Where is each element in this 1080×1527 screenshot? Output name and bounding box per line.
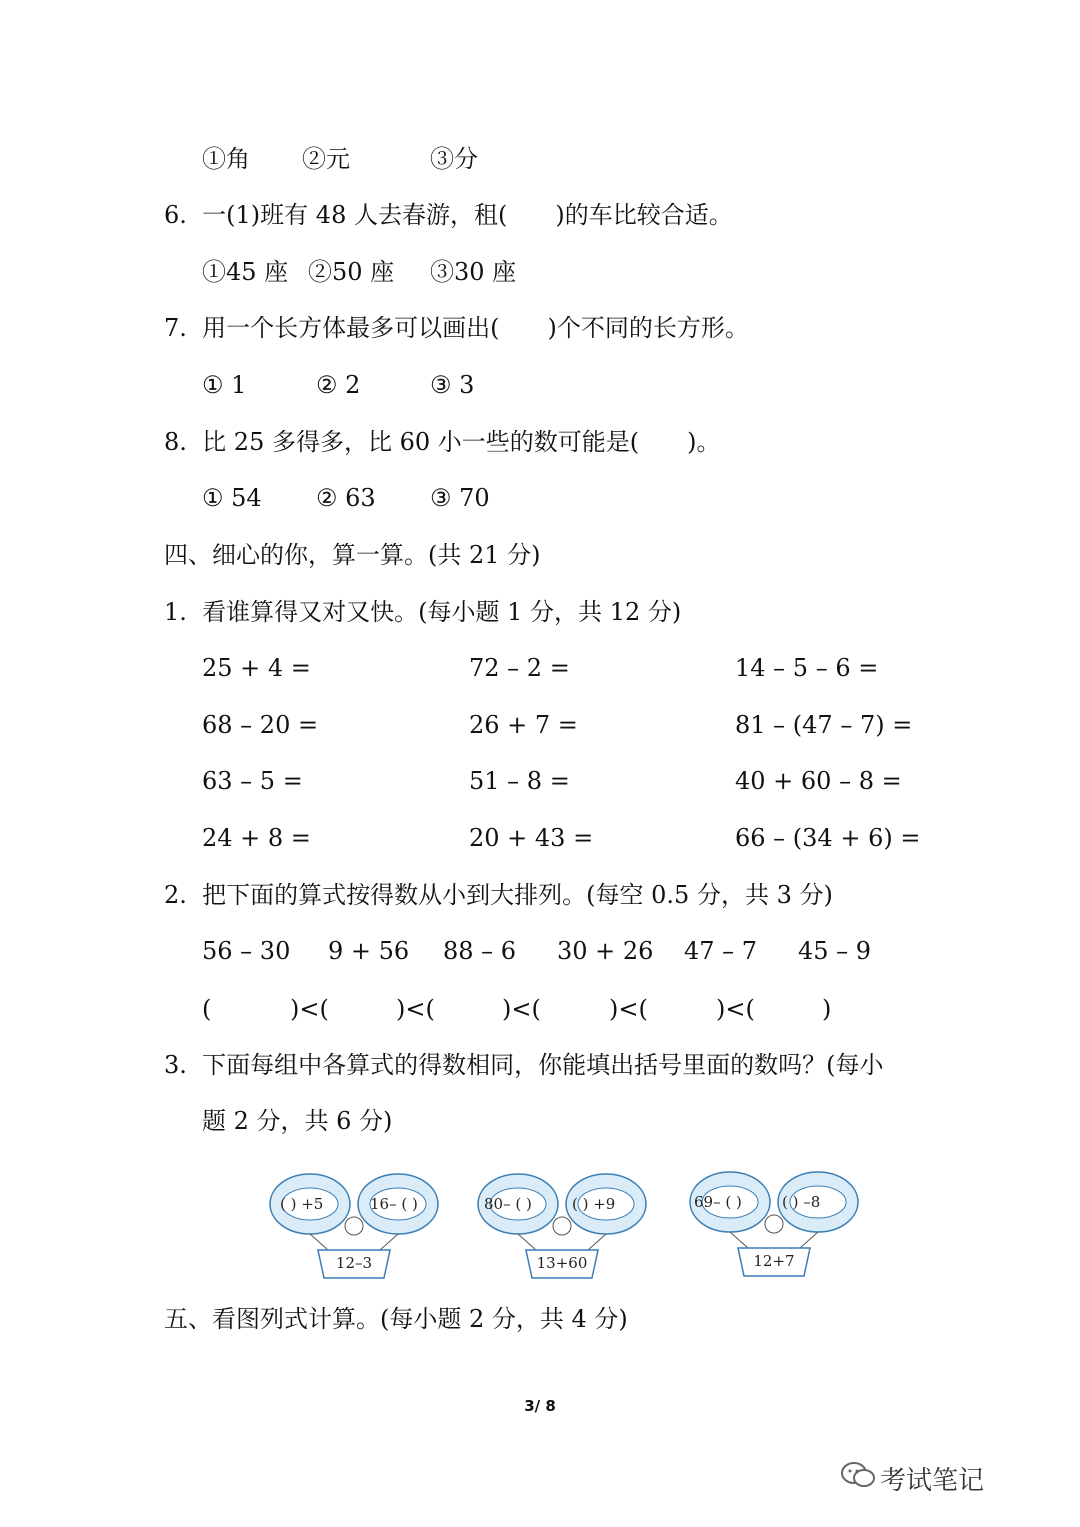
calc-expr: 68 – 20 =: [202, 711, 319, 739]
basket-expr: 13+60: [536, 1254, 588, 1272]
balloon-left-expr: ( ) +5: [280, 1195, 324, 1213]
calc-expr: 63 – 5 =: [202, 767, 303, 795]
calc-expr: 72 – 2 =: [469, 654, 570, 682]
order-blank[interactable]: )<(: [609, 995, 648, 1023]
order-expr: 30 + 26: [557, 937, 654, 965]
order-blank[interactable]: )<(: [290, 995, 329, 1023]
q7-option-3: ③ 3: [430, 371, 475, 399]
balloon-right-expr: 16– ( ): [370, 1195, 418, 1213]
q5-option-3: ③分: [430, 145, 478, 173]
calc-expr: 81 – (47 – 7) =: [735, 711, 913, 739]
q6-text-a: 一(1)班有 48 人去春游，租(: [202, 201, 508, 229]
s4-q2-number: 2.: [164, 881, 187, 909]
order-blank[interactable]: )<(: [396, 995, 435, 1023]
wechat-icon: [840, 1460, 876, 1490]
bunny-icon: [765, 1215, 783, 1233]
order-expr: 56 – 30: [202, 937, 291, 965]
calc-expr: 14 – 5 – 6 =: [735, 654, 879, 682]
q6-option-3: ③30 座: [430, 258, 517, 286]
q7-option-1: ① 1: [202, 371, 247, 399]
section-4-title: 四、细心的你，算一算。(共 21 分): [164, 541, 541, 569]
q7-option-2: ② 2: [316, 371, 361, 399]
order-blank[interactable]: )<(: [502, 995, 541, 1023]
q6-option-2: ②50 座: [308, 258, 395, 286]
order-expr: 47 – 7: [684, 937, 758, 965]
q7-number: 7.: [164, 314, 187, 342]
q7-text-b: )个不同的长方形。: [547, 314, 749, 342]
s4-q3-text-continued: 题 2 分，共 6 分): [202, 1107, 393, 1135]
balloon-left-expr: 69– ( ): [694, 1193, 742, 1211]
s4-q1-text: 看谁算得又对又快。(每小题 1 分，共 12 分): [202, 598, 682, 626]
calc-expr: 51 – 8 =: [469, 767, 570, 795]
balloon-group-1: [266, 1168, 446, 1282]
s4-q2-text: 把下面的算式按得数从小到大排列。(每空 0.5 分，共 3 分): [202, 881, 833, 909]
balloon-right-expr: ( ) +9: [572, 1195, 616, 1213]
calc-expr: 66 – (34 + 6) =: [735, 824, 921, 852]
s4-q3-text: 下面每组中各算式的得数相同，你能填出括号里面的数吗？(每小: [202, 1051, 884, 1079]
balloon-right-expr: ( ) –8: [782, 1193, 821, 1211]
bunny-icon: [553, 1217, 571, 1235]
q7-text-a: 用一个长方体最多可以画出(: [202, 314, 500, 342]
calc-expr: 20 + 43 =: [469, 824, 594, 852]
order-blank[interactable]: (: [202, 995, 212, 1023]
order-expr: 9 + 56: [328, 937, 410, 965]
balloon-group-3: [686, 1166, 866, 1280]
section-5-title: 五、看图列式计算。(每小题 2 分，共 4 分): [164, 1305, 628, 1333]
q8-text-b: )。: [687, 428, 721, 456]
s4-q1-question: [164, 597, 681, 627]
q8-option-3: ③ 70: [430, 484, 490, 512]
basket-expr: 12+7: [753, 1252, 795, 1270]
q8-number: 8.: [164, 428, 187, 456]
q5-option-2: ②元: [302, 145, 350, 173]
basket-expr: 12–3: [335, 1254, 373, 1272]
s4-q2-question: [164, 880, 833, 910]
order-expr: 88 – 6: [443, 937, 517, 965]
s4-q3-question: [164, 1050, 884, 1080]
calc-expr: 26 + 7 =: [469, 711, 578, 739]
q6-text-b: )的车比较合适。: [555, 201, 733, 229]
order-blank[interactable]: ): [822, 995, 832, 1023]
order-expr: 45 – 9: [798, 937, 872, 965]
bunny-icon: [345, 1217, 363, 1235]
page-number: 3/ 8: [524, 1397, 556, 1415]
q8-question: [164, 427, 721, 457]
q8-text-a: 比 25 多得多，比 60 小一些的数可能是(: [202, 428, 640, 456]
balloon-left-expr: 80– ( ): [484, 1195, 532, 1213]
calc-expr: 24 + 8 =: [202, 824, 311, 852]
calc-expr: 40 + 60 – 8 =: [735, 767, 902, 795]
watermark-text: 考试笔记: [880, 1466, 985, 1496]
calc-expr: 25 + 4 =: [202, 654, 311, 682]
balloon-group-2: [474, 1168, 654, 1282]
s4-q3-number: 3.: [164, 1051, 187, 1079]
s4-q1-number: 1.: [164, 598, 187, 626]
q6-option-1: ①45 座: [202, 258, 289, 286]
q7-question: [164, 313, 749, 343]
q8-option-2: ② 63: [316, 484, 376, 512]
q6-number: 6.: [164, 201, 187, 229]
q5-option-1: ①角: [202, 145, 250, 173]
q8-option-1: ① 54: [202, 484, 262, 512]
order-blank[interactable]: )<(: [716, 995, 755, 1023]
q6-question: [164, 200, 733, 230]
